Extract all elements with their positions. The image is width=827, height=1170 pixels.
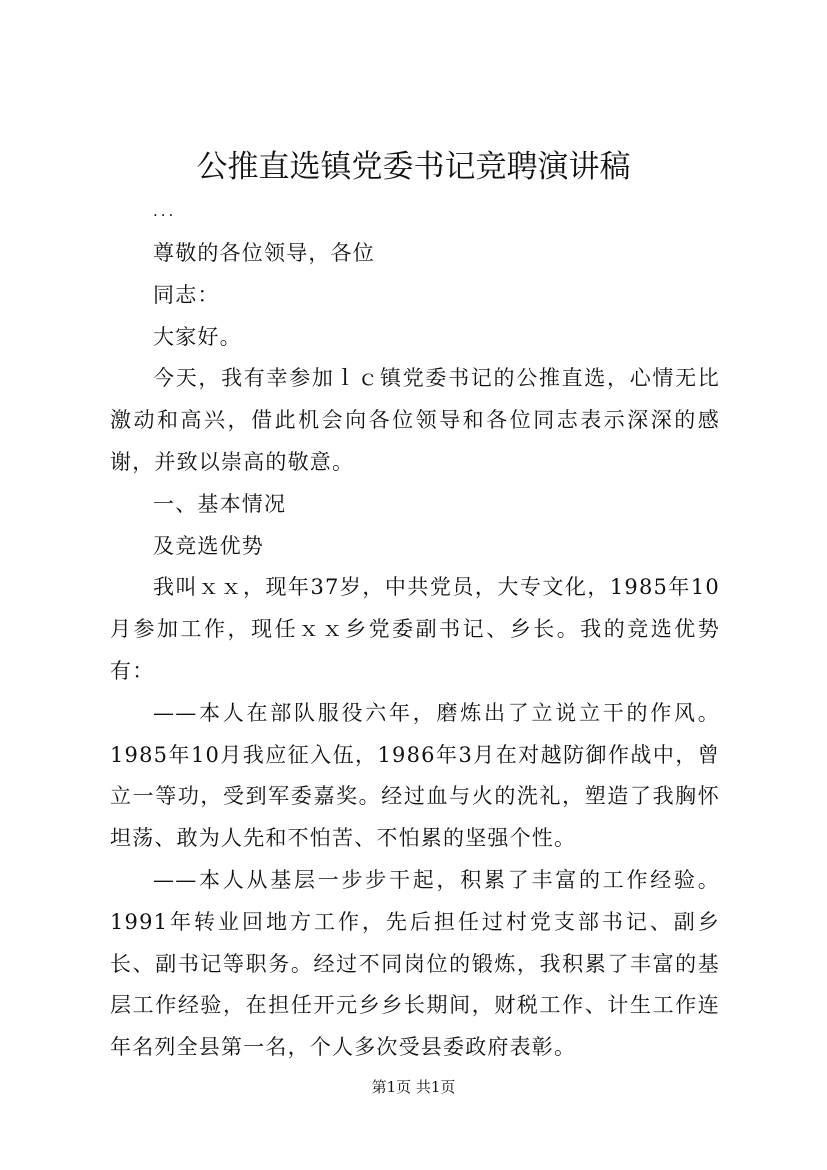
paragraph-intro: 今天，我有幸参加ｌｃ镇党委书记的公推直选，心情无比激动和高兴，借此机会向各位领导和各位同志表示深深的感谢，并致以崇高的敬意。 (110, 366, 720, 474)
paragraph-hello: 大家好。 (153, 324, 242, 349)
section-heading-cont: 及竞选优势 (153, 533, 264, 558)
paragraph-greeting-cont: 同志： (153, 282, 220, 307)
paragraph-greeting: 尊敬的各位领导，各位 (153, 241, 375, 265)
document-body (110, 233, 720, 1069)
page-footer: 第1页 共1页 (371, 1078, 456, 1096)
section-heading: 一、基本情况 (153, 491, 287, 516)
paragraph-military: ——本人在部队服役六年，磨炼出了立说立干的作风。1985年10月我应征入伍，1986年3月在对越防御作战中，曾立一等功，受到军委嘉奖。经过血与火的洗礼，塑造了我胸怀坦荡、敢为人先和不怕苦、不怕累的坚强个性。 (110, 700, 720, 851)
document-title: 公推直选镇党委书记竞聘演讲稿 (196, 149, 631, 185)
paragraph-self-intro: 我叫ｘｘ，现年37岁，中共党员，大专文化，1985年10月参加工作，现任ｘｘ乡党委副书记、乡长。我的竞选优势有： (110, 575, 720, 683)
paragraph-experience: ——本人从基层一步步干起，积累了丰富的工作经验。1991年转业回地方工作，先后担任过村党支部书记、副乡长、副书记等职务。经过不同岗位的锻炼，我积累了丰富的基层工作经验，在担任开元乡乡长期间，财税工作、计生工作连年名列全县第一名，个人多次受县委政府表彰。 (110, 867, 720, 1060)
ellipsis-marker: ... (153, 202, 177, 220)
